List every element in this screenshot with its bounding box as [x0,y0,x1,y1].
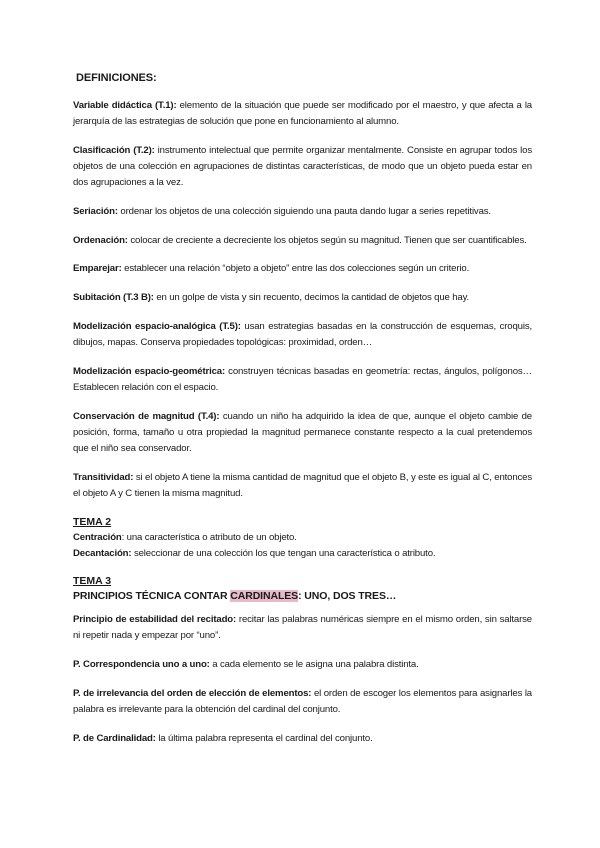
tema-2-title: TEMA 2 [73,515,112,528]
definition-term: Modelización espacio-geométrica: [73,365,226,377]
definition-text: instrumento intelectual que permite organizar mentalmente. Consiste en agrupar todos los objetos de una colección en agrupaciones de distintas características, de modo que un objeto pueda estar en dos agrupaciones a la vez. [73,144,532,189]
definition-term: Ordenación: [73,234,128,246]
definition-irrelevancia-orden [73,686,532,718]
definition-text: construyen técnicas basadas en geometría: rectas, ángulos, polígonos… Establecen relación con el espacio. [73,365,533,393]
tema-3-section [73,574,532,747]
section-heading: DEFINICIONES: [76,72,157,84]
definition-text: establecer una relación “objeto a objeto” entre las dos colecciones según un criterio. [121,263,470,275]
definition-emparejar [73,261,532,277]
definition-term: Conservación de magnitud (T.4): [73,410,220,422]
subtitle-text: PRINCIPIOS TÉCNICA CONTAR [73,590,231,603]
tema-3-subtitle [73,589,532,604]
definition-cardinalidad [73,731,532,747]
definition-text: elemento de la situación que puede ser modificado por el maestro, y que afecta a la jerarquía de las estrategias de solución que pone en funcionamiento al alumno. [73,100,532,128]
definition-decantacion [73,546,532,562]
definition-term: P. de irrelevancia del orden de elección de elementos: [73,687,312,699]
definition-term: Modelización espacio-analógica (T.5): [73,320,241,332]
definition-transitividad [73,470,532,502]
tema-3-title: TEMA 3 [73,575,112,588]
definition-text: si el objeto A tiene la misma cantidad de magnitud que el objeto B, y este es igual al C, entonces el objeto A y C tienen la misma magnitud. [73,471,532,499]
definition-text: la última palabra representa el cardinal del conjunto. [155,732,373,744]
tema-2-section [73,515,532,562]
definition-ordenacion [73,233,532,249]
definition-text: ordenar los objetos de una colección siguiendo una pauta dando lugar a series repetitivas. [117,206,491,218]
definition-text: a cada elemento se le asigna una palabra distinta. [209,658,419,670]
subtitle-text: : UNO, DOS TRES… [298,590,397,603]
definition-text: el orden de escoger los elementos para asignarles la palabra es irrelevante para la obtención del cardinal del conjunto. [73,687,532,715]
definition-centracion [73,530,532,546]
definition-correspondencia [73,657,532,673]
definition-term: Variable didáctica (T.1): [73,100,177,111]
definition-subitacion [73,290,532,306]
definition-term: Decantación: [73,547,132,559]
definition-conservacion-magnitud [73,409,532,458]
definition-seriacion [73,204,532,220]
definition-term: Transitividad: [73,471,134,483]
definition-text: usan estrategias basadas en la construcción de esquemas, croquis, dibujos, mapas. Conserva propiedades topológicas: proximidad, orden… [73,320,532,349]
definition-modelizacion-geometrica [73,364,532,396]
definition-term: Seriación: [73,206,118,218]
definition-text: : una característica o atributo de un objeto. [121,531,297,543]
definition-clasificacion [73,143,532,192]
definition-modelizacion-analogica [73,319,532,351]
definition-term: Subitación (T.3 B): [73,292,154,304]
definition-term: Clasificación (T.2): [73,144,155,156]
definition-variable-didactica [73,98,532,130]
definition-term: Emparejar: [73,263,122,275]
definition-term: Principio de estabilidad del recitado: [73,614,237,626]
highlighted-word: CARDINALES [230,590,299,603]
definition-text: cuando un niño ha adquirido la idea de que, aunque el objeto cambie de posición, forma, tamaño u otra propiedad la magnitud permanece constante respecto a la cual pretendemos que el niño sea conservador. [73,410,532,455]
definition-text: seleccionar de una colección los que tengan una característica o atributo. [131,547,436,559]
definition-text: recitar las palabras numéricas siempre en el mismo orden, sin saltarse ni repetir nada y empezar por “uno”. [73,614,532,642]
definition-text: en un golpe de vista y sin recuento, decimos la cantidad de objetos que hay. [153,292,470,304]
definition-term: Centración [73,531,122,543]
definition-term: P. de Cardinalidad: [73,732,156,744]
definition-estabilidad-recitado [73,612,532,644]
definition-term: P. Correspondencia uno a uno: [73,658,210,670]
definition-text: colocar de creciente a decreciente los objetos según su magnitud. Tienen que ser cuantificables. [127,234,527,246]
